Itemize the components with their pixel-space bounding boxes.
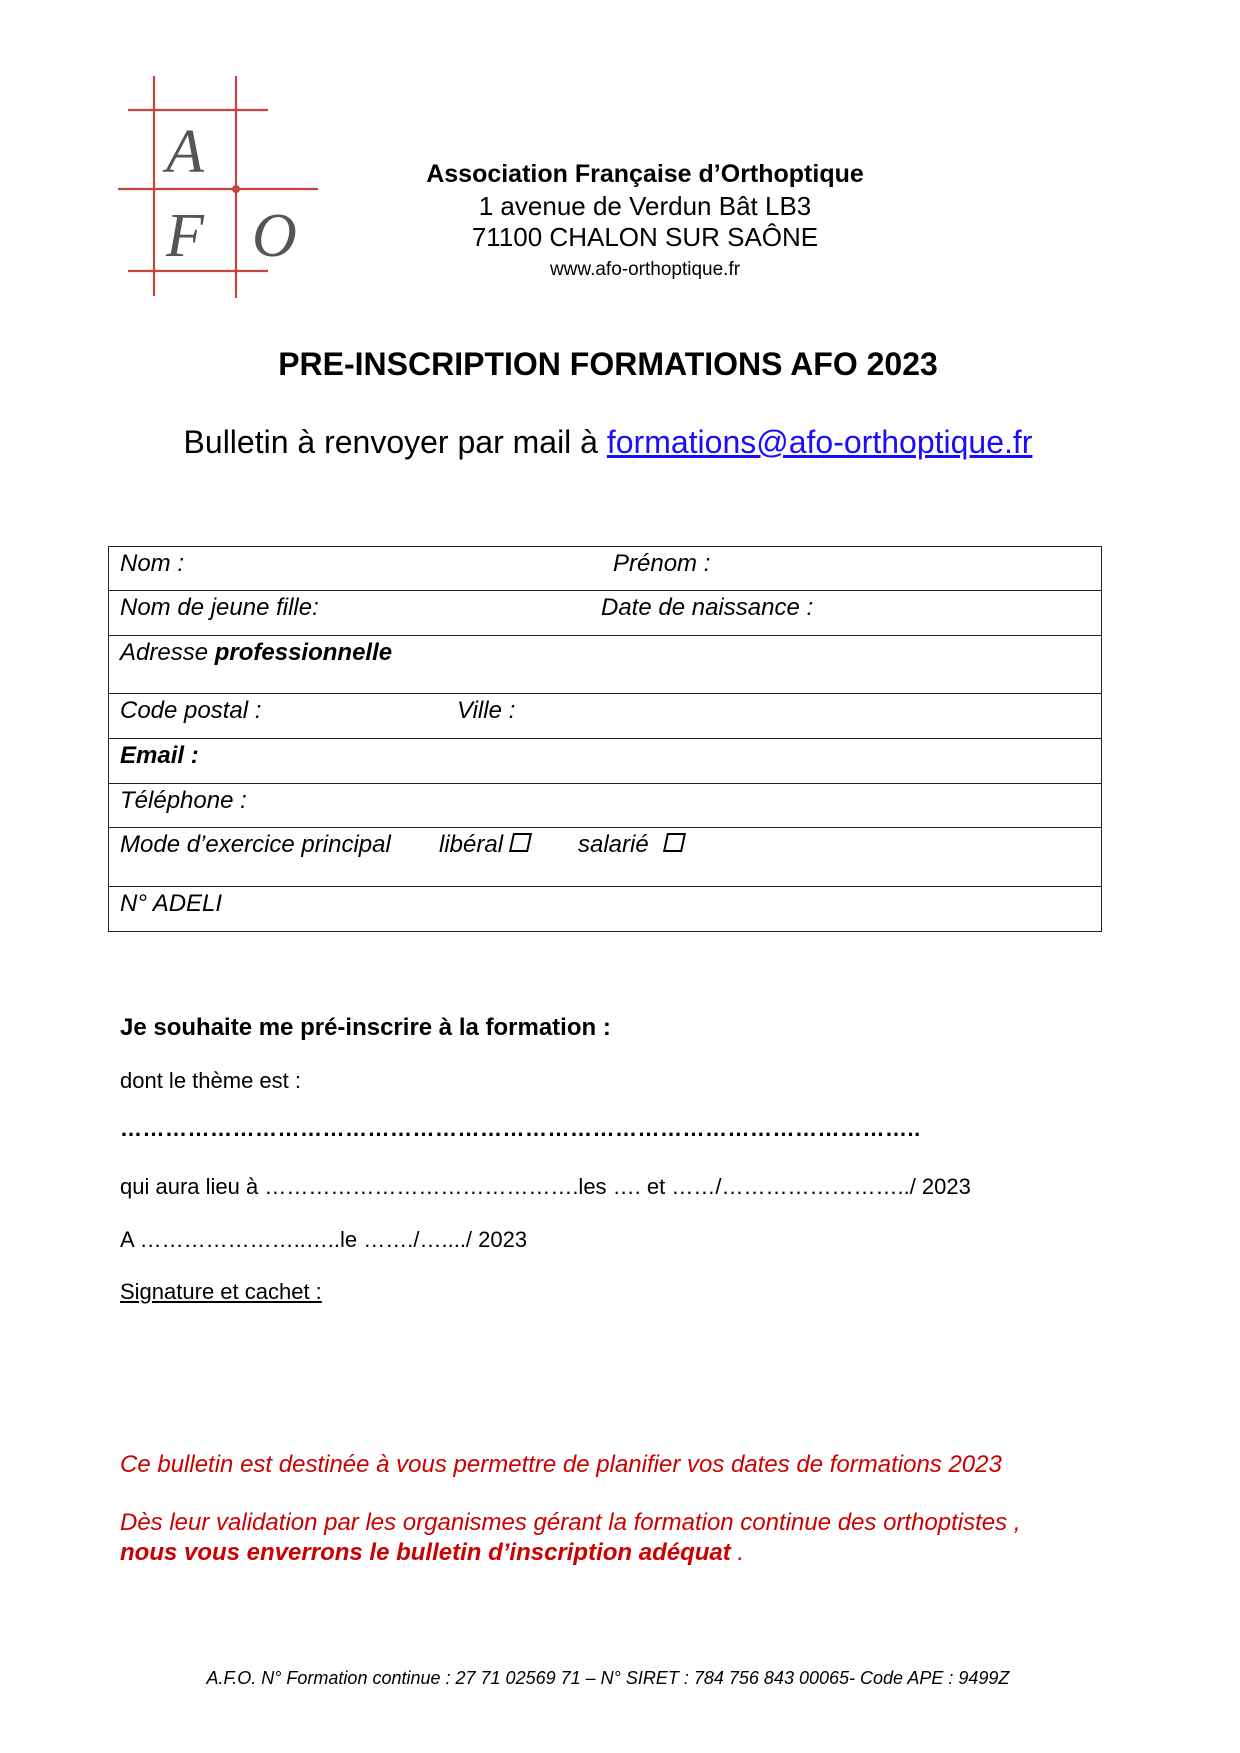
label-telephone: Téléphone : (120, 787, 247, 814)
note-line-3 (120, 1539, 744, 1567)
row-postal (109, 694, 1101, 739)
row-name (109, 547, 1101, 591)
footer-legal: A.F.O. N° Formation continue : 27 71 02569 71 – N° SIRET : 784 756 843 00065- Code APE : 9499Z (206, 1668, 1010, 1688)
label-nom-jeune-fille: Nom de jeune fille: (120, 594, 319, 621)
logo-letter-a: A (166, 118, 204, 186)
label-date-naissance: Date de naissance : (601, 594, 814, 621)
label-salarie: salarié (578, 831, 649, 858)
row-email (109, 739, 1101, 784)
theme-dotted-line: …………………………………………………………………………………………….. (120, 1116, 921, 1141)
org-city: 71100 CHALON SUR SAÔNE (471, 222, 819, 252)
section-title: Je souhaite me pré-inscrire à la formation : (120, 1014, 611, 1041)
label-adeli: N° ADELI (120, 890, 223, 917)
note-line-1: Ce bulletin est destinée à vous permettre de planifier vos dates de formations 2023 (120, 1451, 1002, 1478)
label-liberal: libéral (439, 831, 504, 858)
row-telephone (109, 784, 1101, 828)
place-date-line: qui aura lieu à …………………………………….les …. et ……/……………………../ 2023 (120, 1174, 971, 1199)
send-email-link[interactable]: formations@afo-orthoptique.fr (606, 424, 1033, 460)
note-line-3-end: . (730, 1539, 745, 1566)
org-street: 1 avenue de Verdun Bât LB3 (478, 191, 812, 221)
send-instruction (0, 424, 1216, 461)
logo-letter-f: F (166, 202, 204, 270)
afo-logo (118, 76, 324, 304)
label-code-postal: Code postal : (120, 697, 262, 724)
label-ville: Ville : (457, 697, 516, 724)
row-adeli (109, 887, 1101, 931)
signature-label: Signature et cachet : (120, 1279, 322, 1304)
label-adresse-prefix: Adresse (120, 639, 215, 666)
row-maiden-name (109, 591, 1101, 636)
org-name: Association Française d’Orthoptique (426, 160, 864, 188)
option-liberal (439, 831, 530, 859)
label-adresse-bold: professionnelle (214, 639, 393, 666)
row-mode-exercice (109, 828, 1101, 887)
logo-letter-o: O (252, 202, 297, 270)
label-adresse (120, 639, 392, 667)
label-prenom: Prénom : (613, 550, 711, 577)
label-email: Email : (120, 742, 199, 769)
option-salarie (578, 831, 684, 859)
liberal-checkbox[interactable] (509, 833, 532, 852)
note-line-2: Dès leur validation par les organismes gérant la formation continue des orthoptistes , (120, 1509, 1021, 1536)
note-line-3-bold: nous vous enverrons le bulletin d’inscription adéquat (120, 1539, 731, 1566)
signing-place-date-line: A …………………..…..le ……./…..../ 2023 (120, 1227, 528, 1252)
salarie-checkbox[interactable] (663, 833, 686, 852)
registration-form-table (108, 546, 1102, 932)
theme-label: dont le thème est : (120, 1068, 301, 1093)
send-text: Bulletin à renvoyer par mail à (183, 424, 607, 460)
row-address (109, 636, 1101, 694)
org-website: www.afo-orthoptique.fr (549, 259, 741, 280)
label-mode-exercice: Mode d’exercice principal (120, 831, 391, 858)
document-title: PRE-INSCRIPTION FORMATIONS AFO 2023 (278, 346, 938, 382)
label-nom: Nom : (120, 550, 185, 577)
